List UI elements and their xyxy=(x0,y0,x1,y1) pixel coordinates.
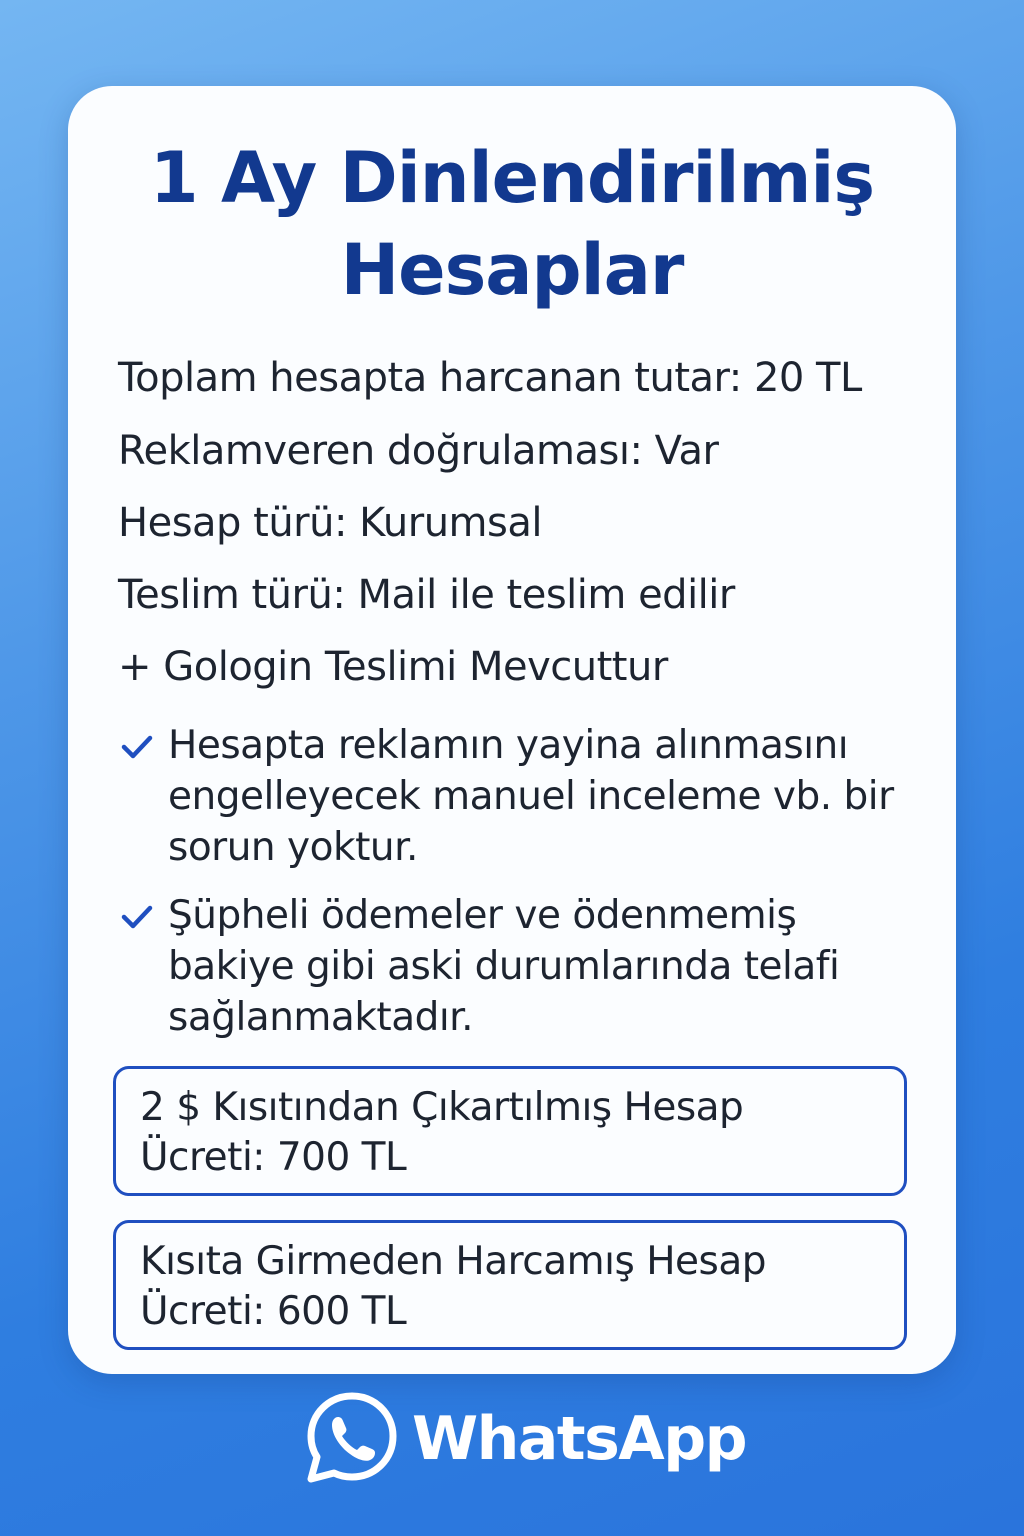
info-delivery-type: Teslim türü: Mail ile teslim edilir xyxy=(118,572,735,618)
check-text: Şüpheli ödemeler ve ödenmemiş bakiye gibi aski durumlarında telafi sağlanmaktadır. xyxy=(168,893,840,1040)
price-box-restriction-removed xyxy=(113,1066,907,1196)
checkmark-icon xyxy=(120,730,154,764)
title-line-2: Hesaplar xyxy=(340,229,684,311)
check-text: Hesapta reklamın yayina alınmasını engelleyecek manuel inceleme vb. bir sorun yoktur. xyxy=(168,723,894,870)
info-total-spent: Toplam hesapta harcanan tutar: 20 TL xyxy=(118,355,862,401)
price-box-spent-before-restriction xyxy=(113,1220,907,1350)
page-title xyxy=(0,132,1024,316)
whatsapp-icon xyxy=(304,1390,400,1486)
check-item-no-review-issue xyxy=(118,720,898,873)
price-text: Kısıta Girmeden Harcamış Hesap Ücreti: 600 TL xyxy=(140,1239,766,1334)
whatsapp-label: WhatsApp xyxy=(412,1404,747,1474)
price-text: 2 $ Kısıtından Çıkartılmış Hesap Ücreti: 700 TL xyxy=(140,1085,744,1180)
info-advertiser-verification: Reklamveren doğrulaması: Var xyxy=(118,428,719,474)
info-account-type: Hesap türü: Kurumsal xyxy=(118,500,542,546)
info-gologin-delivery: + Gologin Teslimi Mevcuttur xyxy=(118,644,668,690)
title-line-1: 1 Ay Dinlendirilmiş xyxy=(149,137,875,219)
whatsapp-contact[interactable] xyxy=(304,1390,747,1490)
checkmark-icon xyxy=(120,900,154,934)
check-item-compensation xyxy=(118,890,898,1043)
